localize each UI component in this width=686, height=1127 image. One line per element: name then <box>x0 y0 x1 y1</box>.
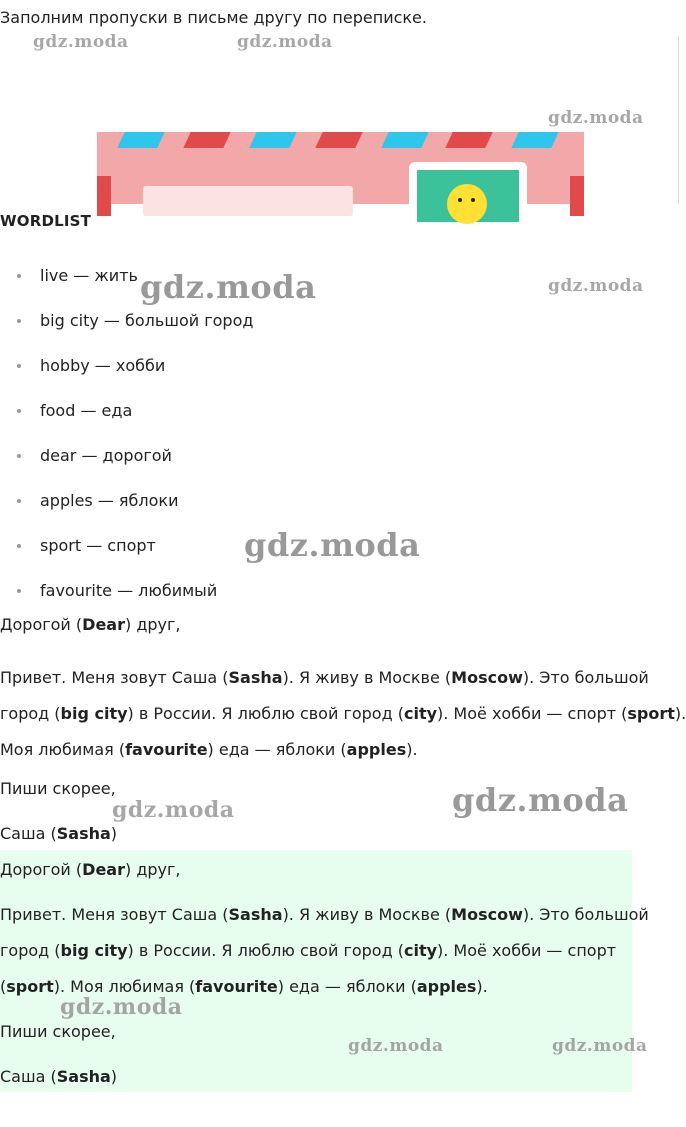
divider-line <box>678 36 679 204</box>
answer-line: (sport). Моя любимая (favourite) еда — яблоки (apples). <box>0 977 488 996</box>
watermark: gdz.moda <box>60 994 183 1020</box>
watermark: gdz.moda <box>452 781 629 819</box>
watermark: gdz.moda <box>140 268 317 306</box>
list-item: hobby — хобби <box>0 348 253 393</box>
list-item: dear — дорогой <box>0 438 253 483</box>
list-item: big city — большой город <box>0 303 253 348</box>
watermark: gdz.moda <box>548 108 644 128</box>
list-item: apples — яблоки <box>0 483 253 528</box>
watermark: gdz.moda <box>348 1036 444 1056</box>
watermark: gdz.moda <box>237 32 333 52</box>
watermark: gdz.moda <box>548 276 644 296</box>
answer-signature: Саша (Sasha) <box>0 1067 118 1086</box>
watermark: gdz.moda <box>33 32 129 52</box>
intro-text: Заполним пропуски в письме другу по переписке. <box>0 8 427 27</box>
answer-line: город (big city) в России. Я люблю свой город (city). Моё хобби — спорт <box>0 941 617 960</box>
letter-greeting: Дорогой (Dear) друг, <box>0 615 181 634</box>
list-item: food — еда <box>0 393 253 438</box>
chick-icon <box>447 184 487 224</box>
stamp-icon <box>409 162 527 222</box>
letter-closing: Пиши скорее, <box>0 779 116 798</box>
answer-box <box>0 850 649 1092</box>
list-item: live — жить <box>0 258 253 303</box>
watermark: gdz.moda <box>244 526 421 564</box>
answer-closing: Пиши скорее, <box>0 1022 116 1041</box>
watermark: gdz.moda <box>552 1036 648 1056</box>
watermark: gdz.moda <box>112 797 235 823</box>
letter-signature: Саша (Sasha) <box>0 824 118 843</box>
letter-body: Привет. Меня зовут Саша (Sasha). Я живу в Москве (Moscow). Это большой город (big city) в России. Я люблю свой город (city). Моё хобби — спорт (sport). Моя любимая (favourite) еда — яблоки (apples). <box>0 668 686 759</box>
list-item: favourite — любимый <box>0 573 253 618</box>
answer-greeting: Дорогой (Dear) друг, <box>0 860 181 879</box>
list-item: sport — спорт <box>0 528 253 573</box>
wordlist <box>0 258 253 618</box>
answer-line: Привет. Меня зовут Саша (Sasha). Я живу в Москве (Moscow). Это большой <box>0 905 649 924</box>
envelope-illustration <box>97 132 584 204</box>
wordlist-heading: WORDLIST <box>0 212 92 230</box>
